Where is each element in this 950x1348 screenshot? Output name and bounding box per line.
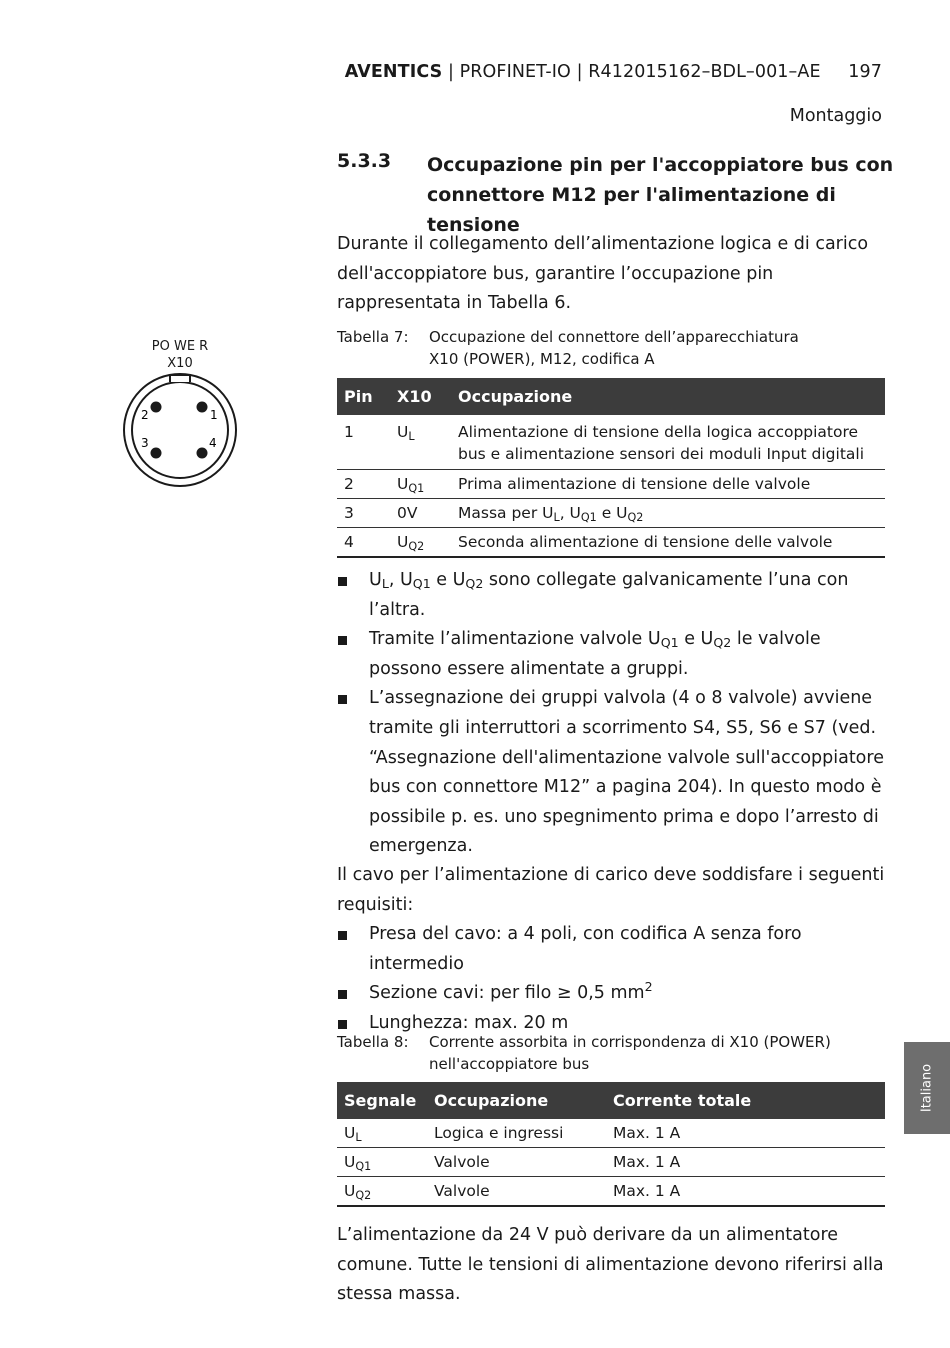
table-cell: $U_L$	[390, 415, 451, 470]
table-row	[337, 1148, 885, 1177]
document-id: | PROFINET-IO | R412015162–BDL–001–AE	[442, 62, 821, 82]
intro-paragraph: Durante il collegamento dell’alimentazione logica e di carico dell'accoppiatore bus, garantire l’occupazione pin rappresentata in Tabella 6.	[337, 234, 869, 314]
pin-3-label: 3	[141, 436, 149, 450]
table7-header-x10: X10	[390, 378, 451, 415]
side-tab-label: Italiano	[919, 1063, 935, 1113]
table-cell: 1	[337, 415, 390, 470]
pin-2-dot	[151, 402, 162, 413]
table-row	[337, 415, 885, 470]
table8-header-segnale: Segnale	[337, 1082, 427, 1119]
pin-2-label: 2	[141, 408, 149, 422]
page-number: 197	[848, 62, 882, 82]
pin-4-label: 4	[209, 436, 217, 450]
table-cell: Prima alimentazione di tensione delle valvole	[451, 470, 885, 499]
table-cell: 2	[337, 470, 390, 499]
table-row	[337, 1177, 885, 1207]
connector-label-x10: X10	[167, 356, 193, 371]
table8-label: Tabella 8:	[337, 1033, 409, 1051]
bullet-square-icon	[338, 636, 347, 645]
table7-caption-line1: Occupazione del connettore dell’apparecchiatura	[429, 328, 799, 346]
table-cell: Max. 1 A	[606, 1148, 885, 1177]
table8-caption-line2: nell'accoppiatore bus	[429, 1055, 590, 1073]
connector-outer-ring	[124, 374, 236, 486]
table-cell: 4	[337, 528, 390, 558]
table-cell: 0V	[390, 499, 451, 528]
table7-label: Tabella 7:	[337, 328, 409, 346]
table-cell: Seconda alimentazione di tensione delle valvole	[451, 528, 885, 558]
list-item: Presa del cavo: a 4 poli, con codifica A senza foro intermedio	[337, 920, 897, 979]
table7-caption-line2: X10 (POWER), M12, codifica A	[429, 350, 655, 368]
connector-inner-ring	[132, 382, 228, 478]
brand-name: AVENTICS	[344, 62, 443, 82]
pin-4-dot	[197, 448, 208, 459]
bullet-list-supply	[337, 566, 897, 862]
language-side-tab	[904, 1042, 950, 1134]
table-cell: $U_L$	[337, 1119, 427, 1148]
table8-caption-line1: Corrente assorbita in corrispondenza di X10 (POWER)	[429, 1033, 831, 1051]
table-cell: 3	[337, 499, 390, 528]
closing-paragraph: L’alimentazione da 24 V può derivare da un alimentatore comune. Tutte le tensioni di alimentazione devono riferirsi alla stessa massa.	[337, 1225, 884, 1305]
table-cell: Max. 1 A	[606, 1119, 885, 1148]
table-cell: $U_{Q2}$	[337, 1177, 427, 1207]
connector-label	[120, 338, 240, 372]
table-cell: Valvole	[427, 1177, 606, 1207]
table8-header-row	[337, 1082, 885, 1119]
table-cell: $U_{Q1}$	[337, 1148, 427, 1177]
list-item: $U_L$, $U_{Q1}$ e $U_{Q2}$ sono collegate galvanicamente l’una con l’altra.	[337, 566, 897, 625]
table7	[337, 378, 885, 558]
bullet-square-icon	[338, 1020, 347, 1029]
bullet-square-icon	[338, 990, 347, 999]
pin-3-dot	[151, 448, 162, 459]
table-cell: Alimentazione di tensione della logica accoppiatore bus e alimentazione sensori dei moduli Input digitali	[451, 415, 885, 470]
table-cell: Logica e ingressi	[427, 1119, 606, 1148]
connector-key	[170, 375, 190, 382]
running-header	[345, 62, 882, 82]
bullet-square-icon	[338, 695, 347, 704]
list-item: L’assegnazione dei gruppi valvola (4 o 8 valvole) avviene tramite gli interruttori a scorrimento S4, S5, S6 e S7 (ved. “Assegnazione dell'alimentazione valvole sull'accoppiatore bus con connettore M12” a pagina 204). In questo modo è possibile p. es. uno spegnimento prima e dopo l’arresto di emergenza.	[337, 684, 897, 862]
table8	[337, 1082, 885, 1207]
list-item: Tramite l’alimentazione valvole $U_{Q1}$ e $U_{Q2}$ le valvole possono essere alimentate a gruppi.	[337, 625, 897, 684]
table-row	[337, 1119, 885, 1148]
table7-header-row	[337, 378, 885, 415]
cable-requirements-paragraph: Il cavo per l’alimentazione di carico deve soddisfare i seguenti requisiti:	[337, 865, 885, 915]
connector-label-power: PO WE R	[151, 339, 209, 354]
table-cell: Valvole	[427, 1148, 606, 1177]
m12-connector-diagram	[118, 370, 242, 494]
list-item: Lunghezza: max. 20 m	[337, 1009, 897, 1039]
pin-1-label: 1	[210, 408, 218, 422]
table8-caption	[337, 1031, 897, 1075]
table-cell: Max. 1 A	[606, 1177, 885, 1207]
table7-header-pin: Pin	[337, 378, 390, 415]
heading-number: 5.3.3	[337, 150, 392, 172]
section-name: Montaggio	[789, 106, 882, 126]
pin-1-dot	[197, 402, 208, 413]
bullet-square-icon	[338, 931, 347, 940]
table-cell: $U_{Q1}$	[390, 470, 451, 499]
table8-header-corrente: Corrente totale	[606, 1082, 885, 1119]
table-row	[337, 528, 885, 558]
bullet-square-icon	[338, 577, 347, 586]
table7-header-occupazione: Occupazione	[451, 378, 885, 415]
table8-header-occupazione: Occupazione	[427, 1082, 606, 1119]
table-cell: $U_{Q2}$	[390, 528, 451, 558]
heading-title: Occupazione pin per l'accoppiatore bus con connettore M12 per l'alimentazione di tensione	[427, 154, 894, 236]
table-row	[337, 499, 885, 528]
table7-caption	[337, 326, 897, 370]
table-cell: Massa per $U_L$, $U_{Q1}$ e $U_{Q2}$	[451, 499, 885, 528]
bullet-list-cable	[337, 920, 897, 1038]
table-row	[337, 470, 885, 499]
list-item: Sezione cavi: per filo ≥ 0,5 $mm^2$	[337, 979, 897, 1009]
